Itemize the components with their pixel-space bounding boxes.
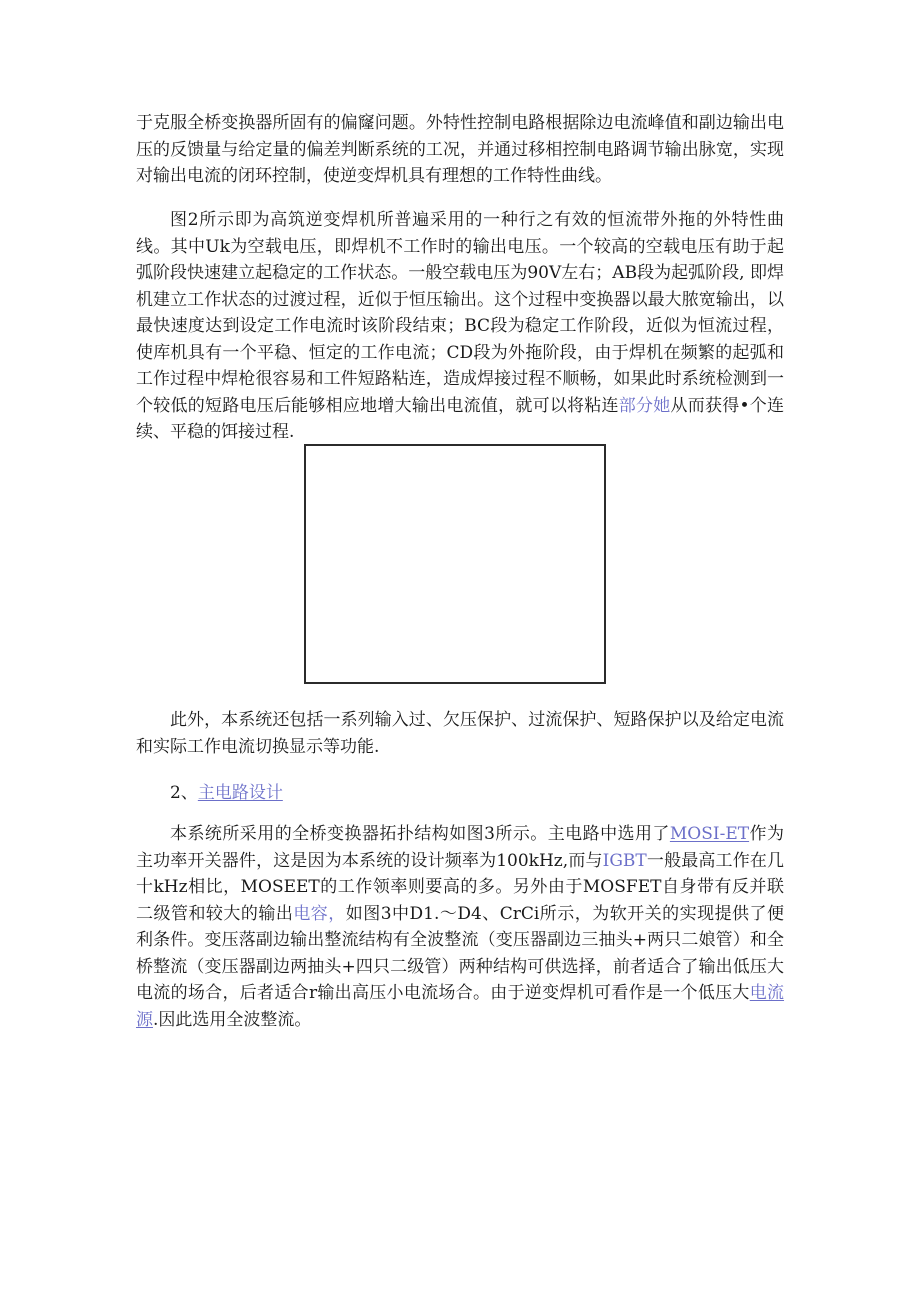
paragraph-text: 一般最高工作在几十kHz相比，MOSEET的工作领率则要高的多。另外由于MOSFET自身带有反并联二级管和较大的输出 (136, 850, 784, 924)
paragraph-text: 本系统所采用的全桥变换器拓扑结构如图3所示。主电路中选用了 (170, 824, 670, 844)
paragraph-text: .因此选用全波整流。 (153, 1009, 312, 1030)
paragraph-text: 从而获得•个连续、平稳的饵接过程. (136, 395, 785, 442)
paragraph-text: 作为主功率开关器件，这是因为本系统的设计频率为100kHz,而与 (136, 824, 784, 871)
section-heading-link[interactable]: 主电路设计 (197, 783, 283, 803)
paragraph-text: 如图3中D1.〜D4、CrCi所示，为软开关的实现提供了便利条件。变压落副边输出整流结构有全波整流（变压器副边三抽头+两只二娘管）和全桥整流（变压器副边两抽头+四只二级管）两种结构可供选择，前者适合了输出低压大电流的场合，后者适合r输出高压小电流场合。由于逆变焊机可看作是一个低压大 (136, 903, 785, 1003)
paragraph-intro (136, 110, 784, 190)
current-source-link[interactable]: 电流源 (136, 983, 785, 1030)
igbt-link[interactable]: IGBT (602, 850, 647, 871)
mosfet-link[interactable]: MOSI-ET (669, 824, 750, 844)
section-heading (170, 780, 283, 806)
paragraph-text: 图2所示即为高筑逆变焊机所普遍采用的一种行之有效的恒流带外拖的外特性曲线。其中Uk为空载电压，即焊机不工作时的输出电压。一个较高的空载电压有助于起弧阶段快速建立起稳定的工作状态。一般空载电压为90V左右；AB段为起弧阶段, 即焊机建立工作状态的过渡过程，近似于恒压输出。这个过程中变换器以最大脓宽输出，以最快速度达到设定工作电流时该阶段结束；BC段为稳定工作阶段，近似为恒流过程，使库机具有一个平稳、恒定的工作电流；CD段为外拖阶段，由于焊机在频繁的起弧和工作过程中焊枪很容易和工件短路粘连，造成焊接过程不顺畅，如果此时系统检测到一个较低的短路电压后能够相应地增大输出电流值，就可以将粘连 (136, 210, 784, 416)
paragraph-main-circuit (136, 821, 784, 1033)
paragraph-text: 此外，本系统还包括一系列输入过、欠压保护、过流保护、短路保护以及给定电流和实际工作电流切换显示等功能. (136, 710, 784, 757)
paragraph-output-characteristic (136, 207, 784, 446)
figure-placeholder (304, 444, 606, 684)
capacitor-link[interactable]: 电容， (293, 903, 346, 924)
paragraph-intro-text: 于克服全桥变换器所固有的偏窿问题。外特性控制电路根据除边电流峰值和副边输出电压的反馈量与给定量的偏差判断系统的工况，并通过移相控制电路调节输出脉宽，实现对输出电流的闭环控制，使逆变焊机具有理想的工作特性曲线。 (136, 113, 784, 186)
section-number: 2、 (170, 783, 198, 803)
inline-link[interactable]: 部分她 (618, 395, 671, 416)
paragraph-protection-features (136, 707, 784, 760)
